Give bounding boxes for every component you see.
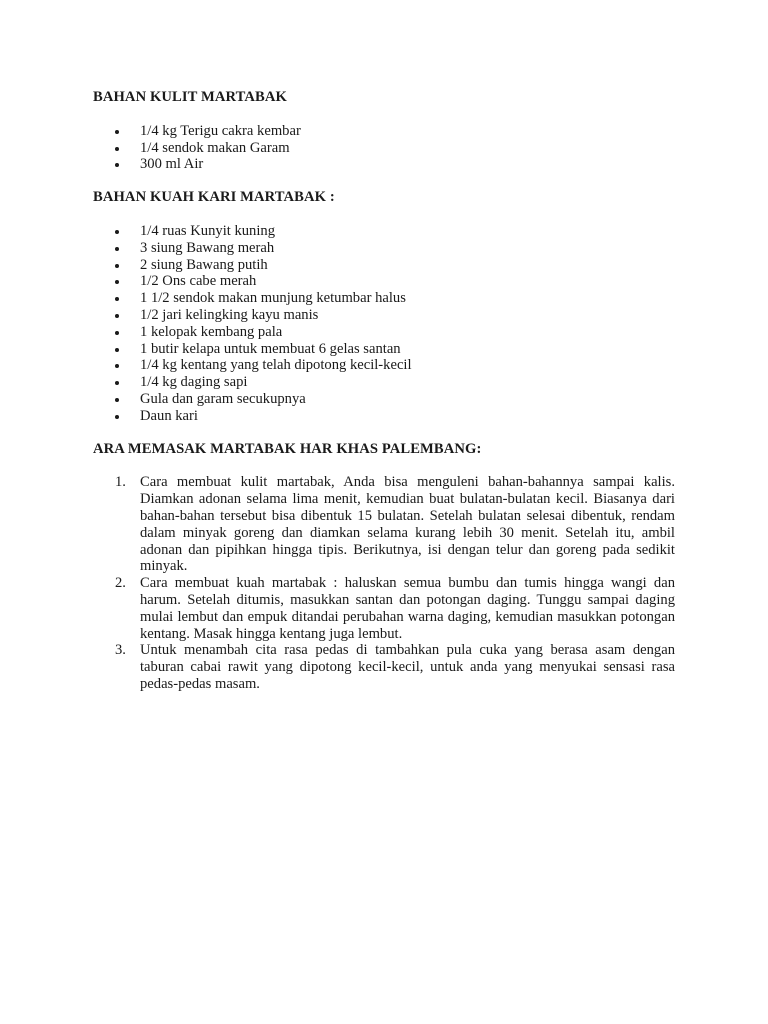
section-title-bahan-kulit: BAHAN KULIT MARTABAK xyxy=(93,89,287,105)
bullet-icon xyxy=(115,314,119,318)
list-item: 2 siung Bawang putih xyxy=(93,257,675,274)
bullet-icon xyxy=(115,348,119,352)
ingredient-list-kulit xyxy=(93,123,675,173)
list-item: 1 butir kelapa untuk membuat 6 gelas santan xyxy=(93,341,675,358)
list-item: Gula dan garam secukupnya xyxy=(93,391,675,408)
bullet-icon xyxy=(115,297,119,301)
step-text: Untuk menambah cita rasa pedas di tambahkan pula cuka yang berasa asam dengan taburan cabai rawit yang dipotong kecil-kecil, untuk anda yang menyukai sensasi rasa pedas-pedas masam. xyxy=(140,642,675,692)
list-item: 300 ml Air xyxy=(93,156,675,173)
step-item xyxy=(93,474,675,575)
section-title-cara-memasak: ARA MEMASAK MARTABAK HAR KHAS PALEMBANG: xyxy=(93,440,482,457)
bullet-icon xyxy=(115,364,119,368)
list-item: Daun kari xyxy=(93,408,675,425)
ingredient-list-kuah xyxy=(93,223,675,425)
bullet-icon xyxy=(115,264,119,268)
bullet-icon xyxy=(115,331,119,335)
list-item: 1/4 ruas Kunyit kuning xyxy=(93,223,675,240)
step-item xyxy=(93,642,675,692)
list-item: 1/2 jari kelingking kayu manis xyxy=(93,307,675,324)
bullet-icon xyxy=(115,130,119,134)
bullet-icon xyxy=(115,398,119,402)
bullet-icon xyxy=(115,280,119,284)
list-item: 1/4 sendok makan Garam xyxy=(93,140,675,157)
bullet-icon xyxy=(115,230,119,234)
step-text: Cara membuat kulit martabak, Anda bisa menguleni bahan-bahannya sampai kalis. Diamkan adonan selama lima menit, kemudian buat bulatan-bulatan kecil. Biasanya dari bahan-bahan tersebut bisa dibentuk 15 bulatan. Setelah bulatan selesai dibentuk, rendam dalam minyak goreng dan diamkan selama kurang lebih 30 menit. Setelah itu, ambil adonan dan pipihkan hingga tipis. Berikutnya, isi dengan telur dan goreng pada sedikit minyak. xyxy=(140,474,675,575)
list-item: 1/4 kg kentang yang telah dipotong kecil-kecil xyxy=(93,357,675,374)
list-item: 3 siung Bawang merah xyxy=(93,240,675,257)
step-number: 1. xyxy=(115,474,126,491)
step-number: 3. xyxy=(115,642,126,659)
list-item: 1 1/2 sendok makan munjung ketumbar halus xyxy=(93,290,675,307)
bullet-icon xyxy=(115,247,119,251)
step-number: 2. xyxy=(115,575,126,592)
list-item: 1/4 kg Terigu cakra kembar xyxy=(93,123,675,140)
bullet-icon xyxy=(115,147,119,151)
document-page xyxy=(93,89,675,693)
step-text: Cara membuat kuah martabak : haluskan semua bumbu dan tumis hingga wangi dan harum. Setelah ditumis, masukkan santan dan potongan daging. Tunggu sampai daging mulai lembut dan empuk ditandai perubahan warna daging, kemudian masukkan potongan kentang. Masak hingga kentang juga lembut. xyxy=(140,575,675,642)
bullet-icon xyxy=(115,381,119,385)
list-item: 1/4 kg daging sapi xyxy=(93,374,675,391)
bullet-icon xyxy=(115,163,119,167)
list-item: 1/2 Ons cabe merah xyxy=(93,273,675,290)
step-item xyxy=(93,575,675,642)
bullet-icon xyxy=(115,415,119,419)
list-item: 1 kelopak kembang pala xyxy=(93,324,675,341)
cooking-steps-list xyxy=(93,474,675,692)
section-title-bahan-kuah: BAHAN KUAH KARI MARTABAK : xyxy=(93,189,335,206)
